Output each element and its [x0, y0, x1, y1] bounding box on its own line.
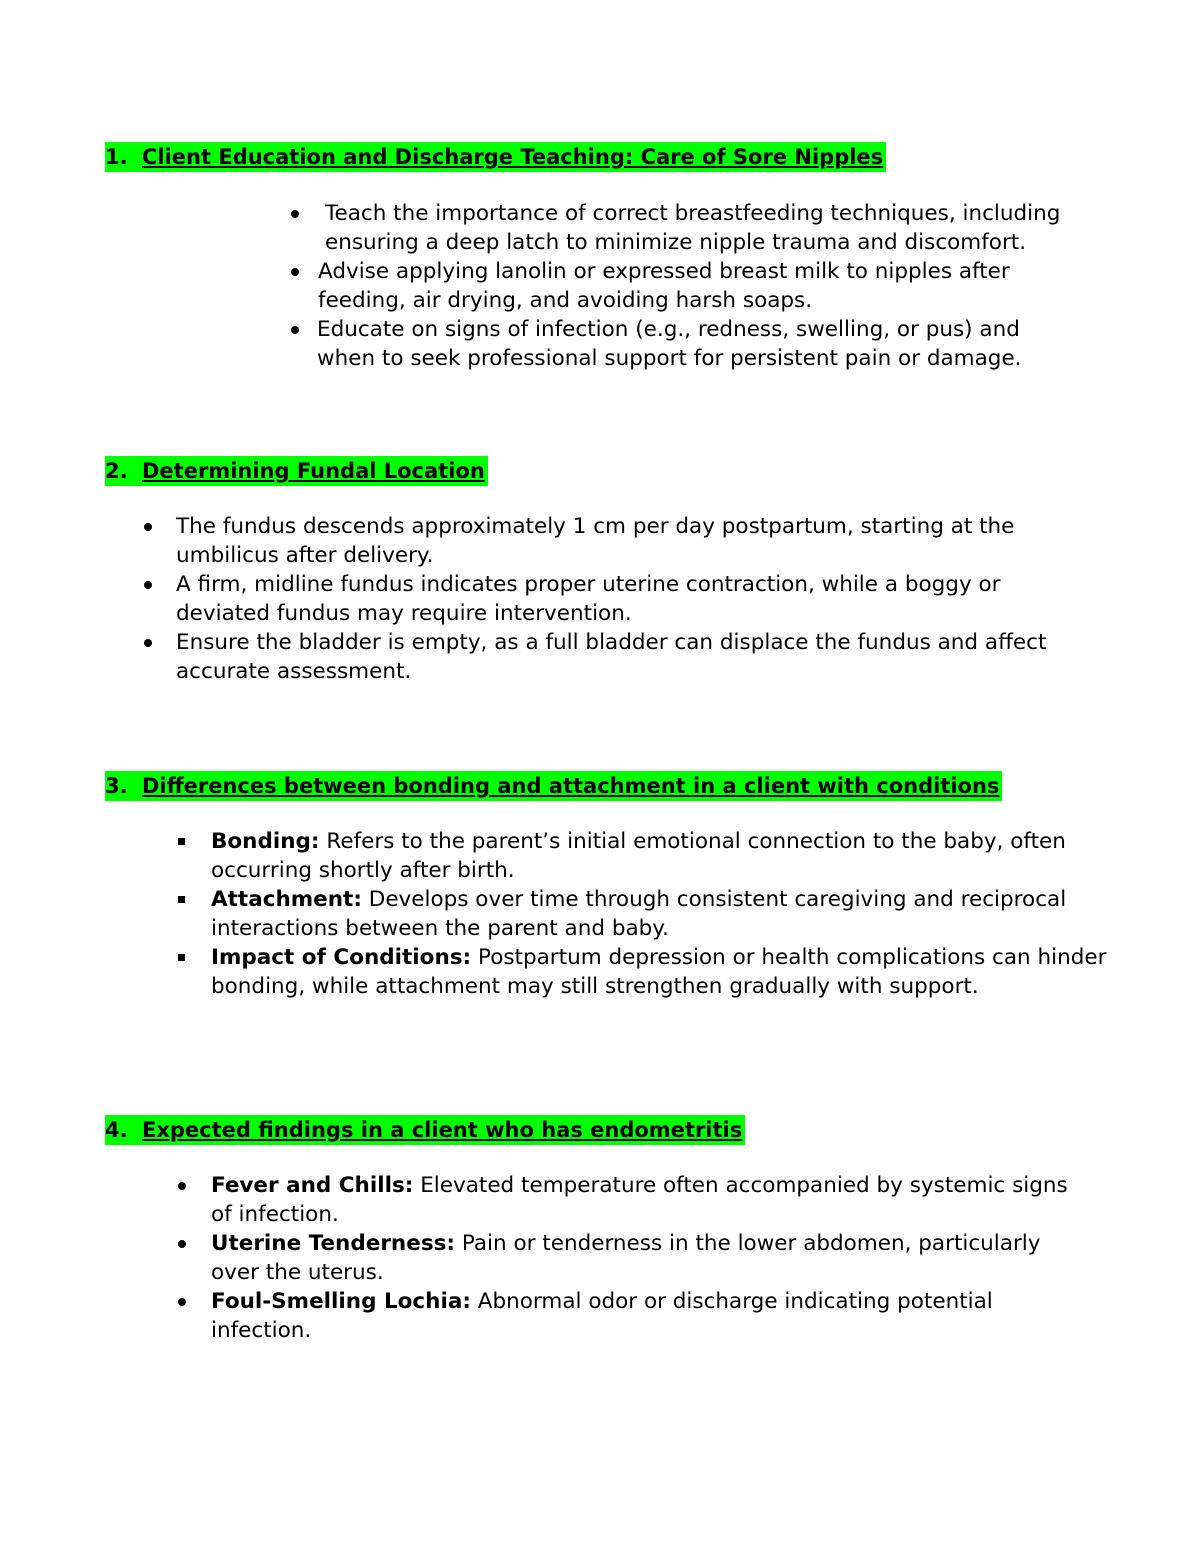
item-text: Pain or tenderness in the lower abdomen, particularly over the uterus.	[211, 1231, 1041, 1285]
section-title: Expected findings in a client who has endometritis	[142, 1118, 743, 1142]
section-title: Determining Fundal Location	[142, 459, 485, 483]
section-2-heading	[105, 456, 488, 486]
item-label: Foul-Smelling Lochia:	[211, 1289, 471, 1314]
item-text: Abnormal odor or discharge indicating potential infection.	[211, 1289, 993, 1343]
section-2-list	[138, 512, 1063, 686]
list-item	[172, 1287, 1072, 1345]
list-item	[285, 257, 1065, 315]
item-text: Elevated temperature often accompanied by systemic signs of infection.	[211, 1173, 1068, 1227]
item-text: Teach the importance of correct breastfeeding techniques, including ensuring a deep latch to minimize nipple trauma and discomfort.	[325, 201, 1061, 255]
section-number: 3.	[105, 774, 128, 798]
item-label: Fever and Chills:	[211, 1173, 414, 1198]
list-item	[285, 199, 1065, 257]
item-label: Bonding:	[211, 829, 320, 854]
item-text: The fundus descends approximately 1 cm per day postpartum, starting at the umbilicus after delivery.	[176, 514, 1015, 568]
section-number: 1.	[105, 145, 128, 169]
section-4-list	[172, 1171, 1072, 1345]
list-item	[138, 512, 1063, 570]
section-1-list	[285, 199, 1065, 373]
list-item	[172, 1171, 1072, 1229]
list-item	[172, 943, 1107, 1001]
item-text: A firm, midline fundus indicates proper uterine contraction, while a boggy or deviated fundus may require intervention.	[176, 572, 1001, 626]
section-1-heading	[105, 142, 886, 172]
section-3-heading	[105, 771, 1002, 801]
list-item	[172, 827, 1107, 885]
list-item	[172, 1229, 1072, 1287]
section-title: Differences between bonding and attachment in a client with conditions	[142, 774, 1000, 798]
item-label: Impact of Conditions:	[211, 945, 472, 970]
section-number: 2.	[105, 459, 128, 483]
list-item	[138, 570, 1063, 628]
list-item	[138, 628, 1063, 686]
section-3-list	[172, 827, 1107, 1001]
item-label: Attachment:	[211, 887, 362, 912]
item-text: Develops over time through consistent caregiving and reciprocal interactions between the parent and baby.	[211, 887, 1067, 941]
list-item	[172, 885, 1107, 943]
list-item	[285, 315, 1065, 373]
item-text: Postpartum depression or health complications can hinder bonding, while attachment may still strengthen gradually with support.	[211, 945, 1107, 999]
item-text: Advise applying lanolin or expressed breast milk to nipples after feeding, air drying, and avoiding harsh soaps.	[318, 259, 1010, 313]
item-text: Educate on signs of infection (e.g., redness, swelling, or pus) and when to seek professional support for persistent pain or damage.	[317, 317, 1022, 371]
section-title: Client Education and Discharge Teaching: Care of Sore Nipples	[142, 145, 884, 169]
item-text: Ensure the bladder is empty, as a full bladder can displace the fundus and affect accurate assessment.	[176, 630, 1047, 684]
section-number: 4.	[105, 1118, 128, 1142]
item-label: Uterine Tenderness:	[211, 1231, 456, 1256]
section-4-heading	[105, 1115, 745, 1145]
item-text: Refers to the parent’s initial emotional connection to the baby, often occurring shortly after birth.	[211, 829, 1066, 883]
